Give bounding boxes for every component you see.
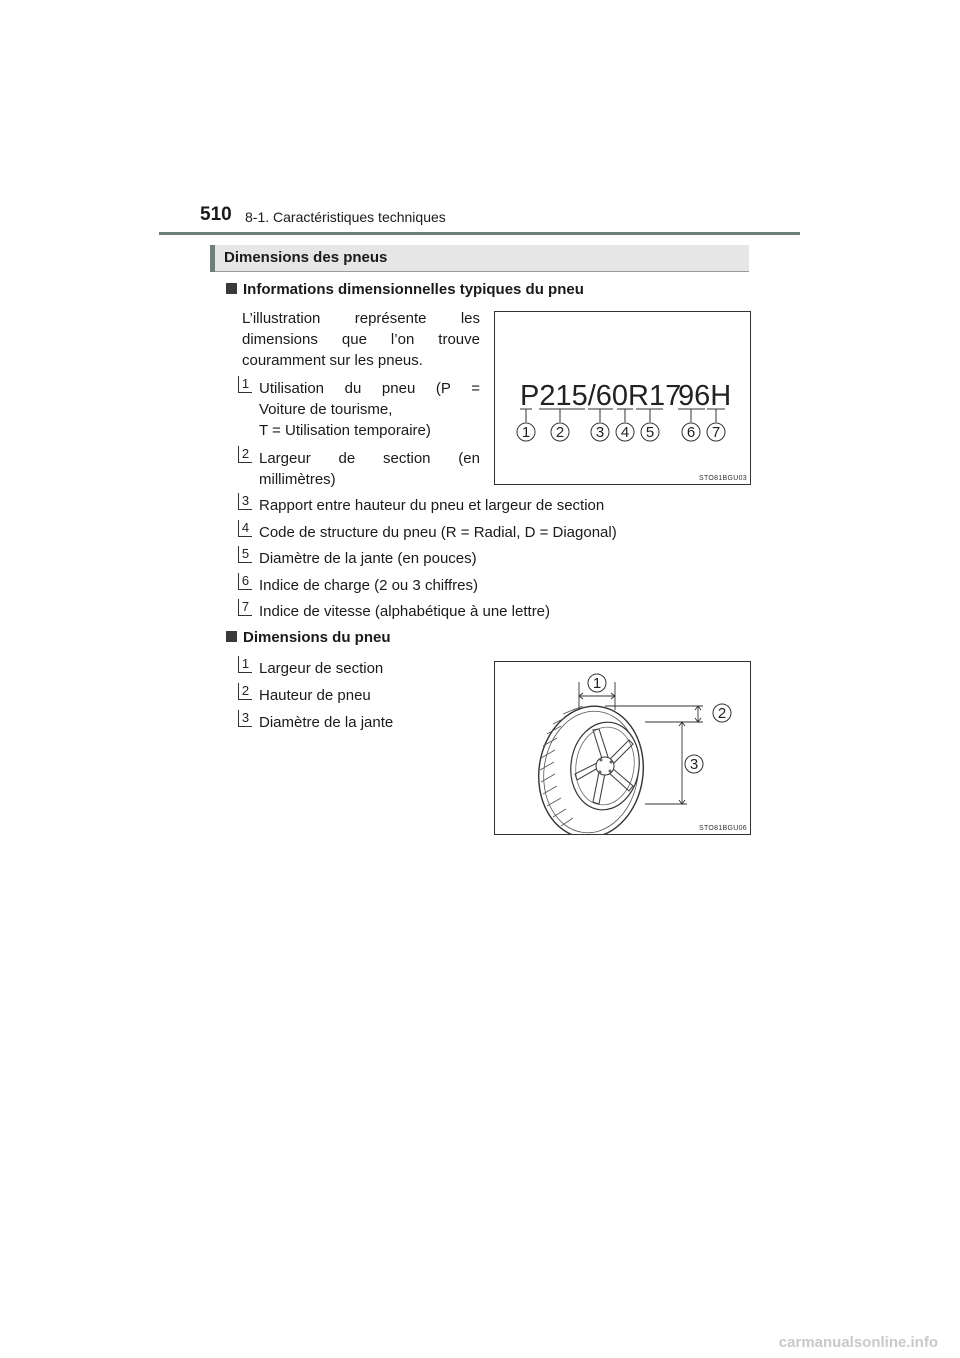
- tire-size-figure: [494, 311, 751, 485]
- tire-size-code: P215/60R17: [520, 380, 682, 412]
- typical-info-heading-text: Informations dimensionnelles typiques du pneu: [243, 281, 584, 298]
- callout-number: 3: [689, 756, 699, 773]
- callout-number: 5: [645, 424, 655, 441]
- list-item: Diamètre de la jante: [259, 714, 394, 731]
- tire-dimensions-figure: [494, 661, 751, 835]
- section-accent: [210, 245, 215, 272]
- list-item-line: Utilisation du pneu (P =: [259, 380, 480, 397]
- dimensions-heading-text: Dimensions du pneu: [243, 629, 391, 646]
- item-number-badge: 6: [238, 573, 252, 590]
- list-item-line: millimètres): [259, 471, 336, 488]
- list-item: [259, 448, 480, 490]
- item-number-badge: 5: [238, 546, 252, 563]
- callout-number: 2: [555, 424, 565, 441]
- bullet-square-icon: [226, 283, 237, 294]
- watermark: carmanualsonline.info: [778, 1334, 938, 1351]
- list-item: Largeur de section: [259, 660, 384, 677]
- item-number-badge: 2: [238, 446, 252, 463]
- item-number-badge: 7: [238, 599, 252, 616]
- item-number-badge: 3: [238, 710, 252, 727]
- intro-paragraph: L’illustration représente les dimensions que l’on trouve couramment sur les pneus.: [242, 310, 480, 369]
- figure-code: STO81BGU03: [698, 475, 747, 482]
- list-item: Indice de charge (2 ou 3 chiffres): [259, 577, 479, 594]
- list-item: Diamètre de la jante (en pouces): [259, 550, 477, 567]
- chapter-title: 8-1. Caractéristiques techniques: [245, 209, 446, 225]
- typical-info-heading: [226, 281, 584, 298]
- list-item: Rapport entre hauteur du pneu et largeur de section: [259, 497, 605, 514]
- header-divider: [159, 232, 800, 235]
- bullet-square-icon: [226, 631, 237, 642]
- tire-illustration: [495, 662, 750, 834]
- section-header: [210, 245, 749, 272]
- list-item-line: Largeur de section (en: [259, 450, 480, 467]
- item-number-badge: 2: [238, 683, 252, 700]
- item-number-badge: 1: [238, 656, 252, 673]
- item-number-badge: 4: [238, 520, 252, 537]
- figure-code: STO81BGU06: [698, 825, 747, 832]
- section-title: Dimensions des pneus: [224, 249, 388, 266]
- page-number: 510: [200, 204, 232, 225]
- list-item-line: T = Utilisation temporaire): [259, 422, 431, 439]
- callout-number: 6: [686, 424, 696, 441]
- load-speed-code: 96H: [678, 380, 732, 412]
- callout-number: 1: [592, 675, 602, 692]
- callout-number: 7: [711, 424, 721, 441]
- list-item: Indice de vitesse (alphabétique à une lettre): [259, 603, 551, 620]
- list-item: Code de structure du pneu (R = Radial, D = Diagonal): [259, 524, 617, 541]
- tire-size-diagram: [495, 312, 750, 484]
- dimensions-heading: [226, 629, 391, 646]
- list-item: Hauteur de pneu: [259, 687, 371, 704]
- callout-number: 2: [717, 705, 727, 722]
- item-number-badge: 3: [238, 493, 252, 510]
- list-item: [259, 378, 480, 441]
- callout-number: 4: [620, 424, 630, 441]
- list-item-line: Voiture de tourisme,: [259, 401, 393, 418]
- callout-number: 3: [595, 424, 605, 441]
- item-number-badge: 1: [238, 376, 252, 393]
- callout-number: 1: [521, 424, 531, 441]
